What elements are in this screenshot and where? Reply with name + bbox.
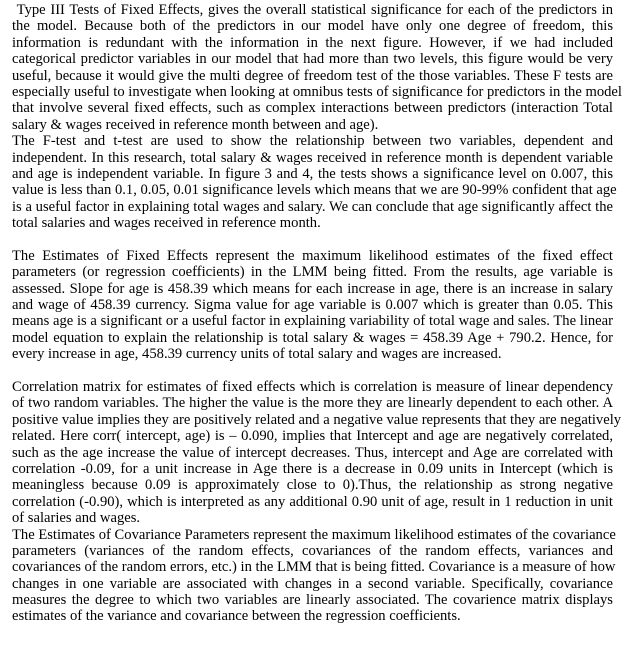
text-line: correlation (-0.90), which is interpreted as any additional 0.90 unit of age, result in 1 reduction in unit	[12, 493, 613, 510]
text-line: assessed. Slope for age is 458.39 which means for each increase in age, there is an increase in salary	[12, 280, 613, 297]
paragraph-spacer	[12, 231, 613, 247]
text-line: is a useful factor in explaining total wages and salary. We can conclude that age significantly affect the	[12, 198, 613, 215]
text-line: useful, because it would give the multi degree of freedom test of the those variables. These F tests are	[12, 67, 613, 84]
text-line: estimates of the variance and covariance between the regression coefficients.	[12, 608, 461, 625]
text-line: every increase in age, 458.39 currency units of total salary and wages are increased.	[12, 346, 502, 363]
text-line: Correlation matrix for estimates of fixed effects which is correlation is measure of linear dependency	[12, 378, 613, 395]
text-line: The F-test and t-test are used to show the relationship between two variables, dependent and	[12, 133, 613, 150]
text-line: and age is independent variable. In figure 3 and 4, the tests shows a significance level on 0.007, this	[12, 165, 613, 182]
paragraph	[12, 133, 617, 232]
text-line: such as the age increase the value of intercept decreases. Thus, intercept and Age are correlated with	[12, 444, 613, 461]
text-line: the model. Because both of the predictors in our model have only one degree of freedom, this	[12, 18, 613, 35]
text-line: covariances of the random errors, etc.) in the LMM that is being fitted. Covariance is a measure of how	[12, 559, 616, 576]
text-line: related. Here corr( intercept, age) is – 0.090, implies that Intercept and age are negatively correlated,	[12, 428, 613, 445]
paragraph	[12, 378, 622, 527]
paragraph-spacer	[12, 363, 613, 379]
text-line: total salaries and wages received in reference month.	[12, 215, 321, 232]
text-line: value is less than 0.1, 0.05, 0.01 significance levels which means that we are 90-99% confident that age	[12, 182, 617, 199]
paragraph	[12, 526, 616, 625]
document-body	[12, 2, 622, 625]
text-line: Type III Tests of Fixed Effects, gives the overall statistical significance for each of the predictors in	[12, 2, 613, 18]
text-line: correlation -0.09, for a unit increase in Age there is a decrease in 0.09 units in Intercept (which is	[12, 460, 613, 477]
text-line: model equation to explain the relationship is total salary & wages = 458.39 Age + 790.2. Hence, for	[12, 329, 613, 346]
text-line: parameters (or regression coefficients) in the LMM being fitted. From the results, age variable is	[12, 264, 613, 281]
text-line: changes in one variable are associated with changes in a second variable. Specifically, covariance	[12, 575, 613, 592]
text-line: meaningless because 0.09 is approximately close to 0).Thus, the relationship as strong negative	[12, 477, 613, 494]
text-line: and wage of 458.39 currency. Sigma value for age variable is 0.007 which is greater than 0.05. This	[12, 297, 613, 314]
text-line: parameters (variances of the random effects, covariances of the random effects, variances and	[12, 542, 613, 559]
text-line: especially useful to investigate when looking at omnibus tests of significance for predictors in the model	[12, 83, 622, 100]
text-line: positive value implies they are positively related and a negative value represents that they are negatively	[12, 411, 622, 428]
text-line: The Estimates of Covariance Parameters represent the maximum likelihood estimates of the covariance	[12, 526, 616, 543]
text-line: measures the degree to which two variables are linearly associated. The covarience matrix displays	[12, 592, 613, 609]
text-line: information is redundant with the information in the next figure. However, if we had included	[12, 34, 613, 51]
paragraph	[12, 2, 622, 133]
text-line: independent. In this research, total salary & wages received in reference month is dependent variable	[12, 149, 613, 166]
text-line: of salaries and wages.	[12, 510, 141, 527]
paragraph	[12, 248, 613, 363]
text-line: means age is a significant or a useful factor in explaining variability of total wage and sales. The linear	[12, 313, 613, 330]
text-line: that involve several fixed effects, such as complex interactions between predictors (interaction Total	[12, 100, 613, 117]
text-line: salary & wages received in reference month between and age).	[12, 116, 379, 133]
text-line: of two random variables. The higher the value is the more they are linearly dependent to each other. A	[12, 395, 613, 412]
text-line: categorical predictor variables in our model that had more than two levels, this figure would be very	[12, 51, 613, 68]
text-line: The Estimates of Fixed Effects represent the maximum likelihood estimates of the fixed effect	[12, 247, 613, 264]
